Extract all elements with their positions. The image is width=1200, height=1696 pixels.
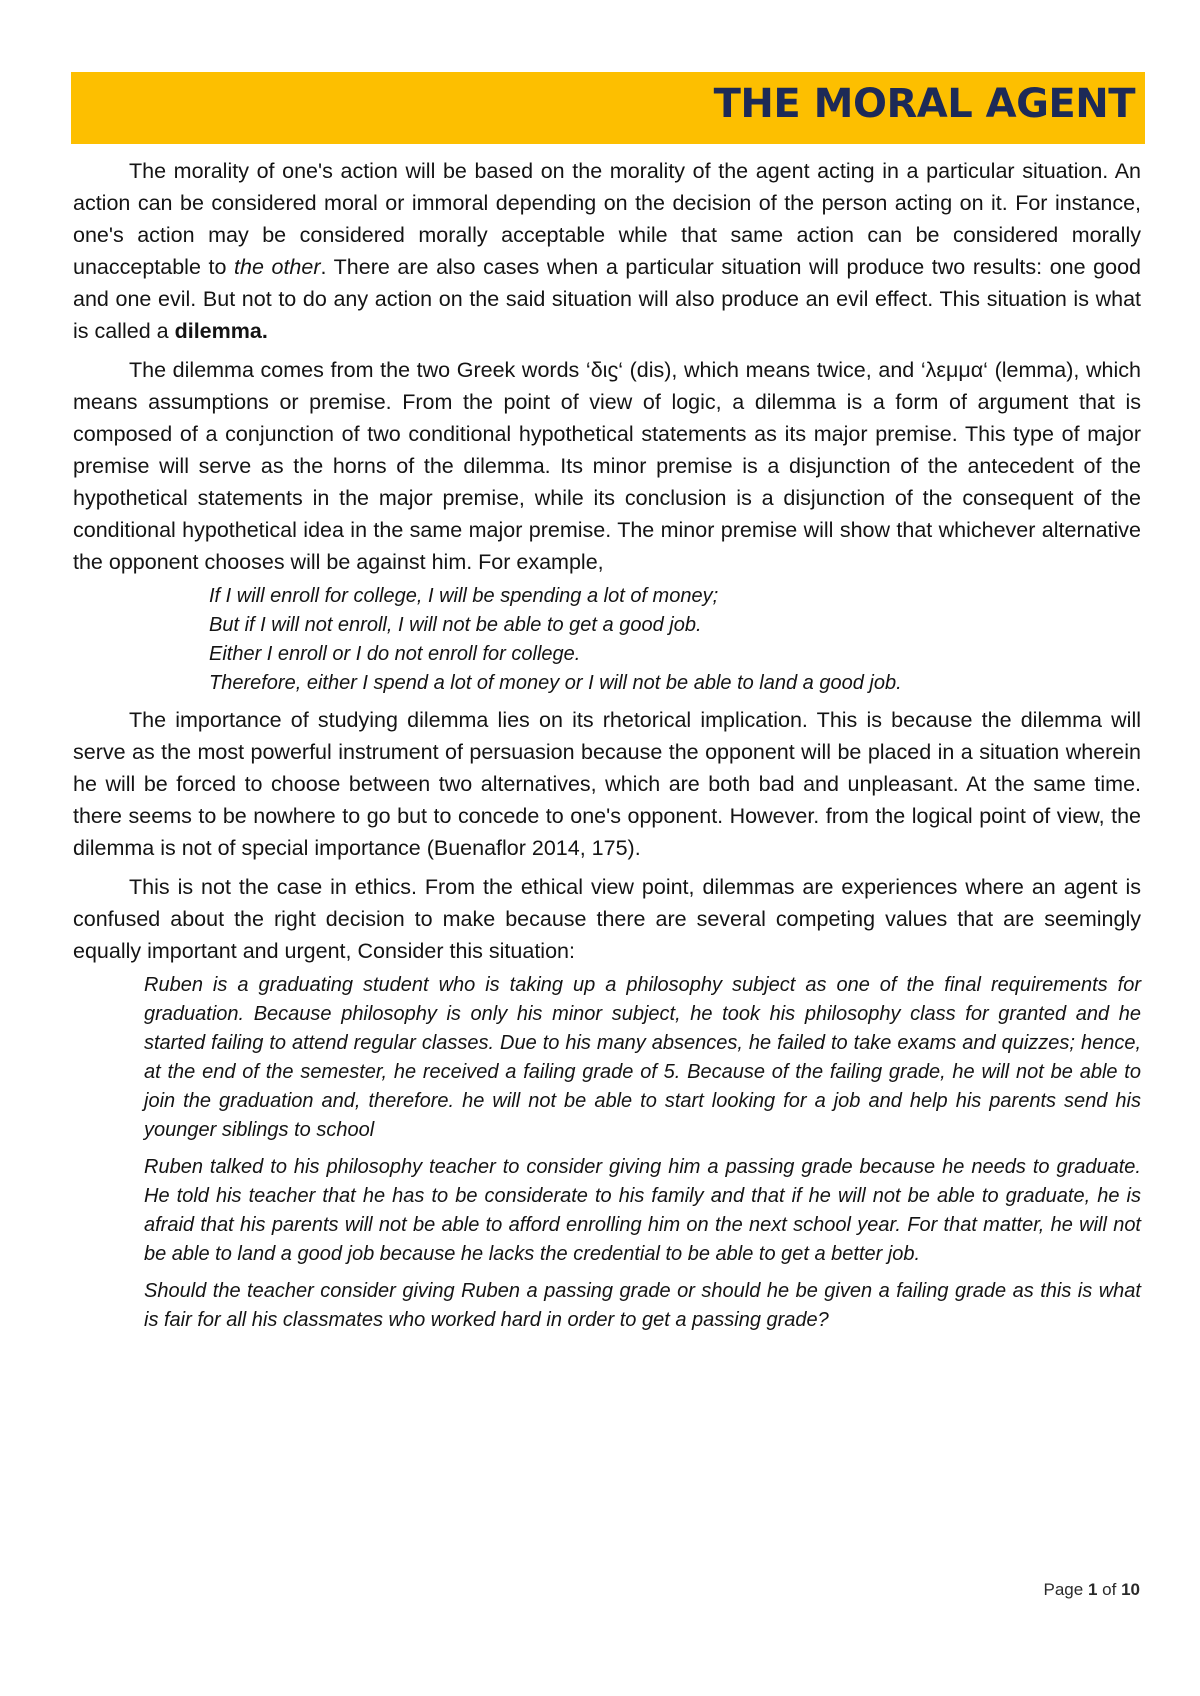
example-line: Either I enroll or I do not enroll for college. [209, 643, 581, 665]
title-banner [71, 72, 1145, 144]
paragraph-intro [73, 155, 1141, 347]
paragraph-importance: The importance of studying dilemma lies on its rhetorical implication. This is because the dilemma will serve as the most powerful instrument of persuasion because the opponent will be placed in a situation wherein he will be forced to choose between two alternatives, which are both bad and unpleasant. At the same time. there seems to be nowhere to go but to concede to one's opponent. However. from the logical point of view, the dilemma is not of special importance (Buenaflor 2014, 175). [73, 708, 1141, 860]
scenario-paragraph: Ruben talked to his philosophy teacher to consider giving him a passing grade because he needs to graduate. He told his teacher that he has to be considerate to his family and that if he will not be able to graduate, he is afraid that his parents will not be able to afford enrolling him on the next school year. For that matter, he will not be able to land a good job because he lacks the credential to be able to get a better job. [144, 1156, 1141, 1265]
example-line: If I will enroll for college, I will be spending a lot of money; [209, 585, 719, 607]
example-line: But if I will not enroll, I will not be able to get a good job. [209, 614, 702, 636]
document-body [73, 155, 1141, 1335]
page-title: THE MORAL AGENT [713, 81, 1135, 127]
scenario-block [144, 971, 1141, 1335]
page-total: 10 [1121, 1580, 1140, 1599]
paragraph-ethics: This is not the case in ethics. From the ethical view point, dilemmas are experiences where an agent is confused about the right decision to make because there are several competing values that are seemingly equally important and urgent, Consider this situation: [73, 875, 1141, 963]
of-word: of [1102, 1580, 1117, 1599]
page-word: Page [1043, 1580, 1084, 1599]
dilemma-example [209, 582, 1141, 698]
dilemma-term: dilemma [174, 319, 262, 343]
intro-italic: the other [234, 255, 321, 279]
scenario-paragraph: Ruben is a graduating student who is taking up a philosophy subject as one of the final requirements for graduation. Because philosophy is only his minor subject, he took his philosophy class for granted and he started failing to attend regular classes. Due to his many absences, he failed to take exams and quizzes; hence, at the end of the semester, he received a failing grade of 5. Because of the failing grade, he will not be able to join the graduation and, therefore. he will not be able to start looking for a job and help his parents send his younger siblings to school [144, 974, 1141, 1141]
page-number: 1 [1087, 1580, 1098, 1599]
intro-text-c: . [261, 319, 268, 343]
page-footer [1044, 1580, 1140, 1600]
intro-text-a: The morality of one's action will be based on the morality of the agent acting in a particular situation. An action can be considered moral or immoral depending on the decision of the person acting on it. For instance, one's action may be considered morally acceptable while that same action can be considered morally unacceptable to [73, 159, 1141, 279]
paragraph-etymology: The dilemma comes from the two Greek words ‘διϛ‘ (dis), which means twice, and ‘λεμμα‘ (lemma), which means assumptions or premise. From the point of view of logic, a dilemma is a form of argument that is composed of a conjunction of two conditional hypothetical statements as its major premise. This type of major premise will serve as the horns of the dilemma. Its minor premise is a disjunction of the antecedent of the hypothetical statements in the major premise, while its conclusion is a disjunction of the consequent of the conditional hypothetical idea in the same major premise. The minor premise will show that whichever alternative the opponent chooses will be against him. For example, [73, 358, 1141, 574]
scenario-question: Should the teacher consider giving Ruben a passing grade or should he be given a failing grade as this is what is fair for all his classmates who worked hard in order to get a passing grade? [144, 1280, 1141, 1331]
intro-text-b: . There are also cases when a particular situation will produce two results: one good and one evil. But not to do any action on the said situation will also produce an evil effect. This situation is what is called a [73, 255, 1141, 343]
example-line: Therefore, either I spend a lot of money or I will not be able to land a good job. [209, 672, 902, 694]
